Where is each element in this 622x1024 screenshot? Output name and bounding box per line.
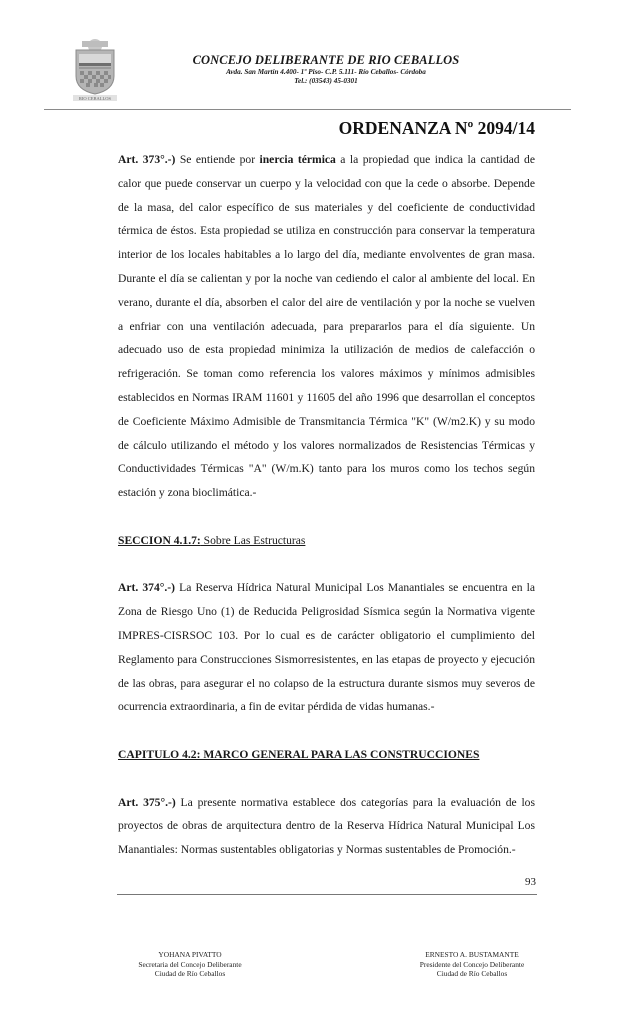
section-label: SECCION 4.1.7: (118, 533, 201, 547)
signatory-name: ERNESTO A. BUSTAMANTE (425, 950, 519, 959)
organization-address: Avda. San Martín 4.400- 1º Piso- C.P. 5.111- Río Ceballos- Córdoba (226, 68, 426, 76)
article-label: Art. 373°.-) (118, 153, 176, 166)
signature-block-president (372, 950, 572, 979)
page-number: 93 (525, 876, 536, 888)
chapter-heading-4-2 (118, 743, 535, 767)
signature-block-secretary (90, 950, 290, 979)
svg-text:RIO CEBALLOS: RIO CEBALLOS (78, 96, 112, 101)
article-374 (118, 576, 535, 719)
organization-phone: Tel.: (03543) 45-0301 (294, 77, 358, 85)
header-divider (44, 109, 571, 110)
signatory-place: Ciudad de Río Ceballos (154, 969, 226, 978)
signatory-name: YOHANA PIVATTO (158, 950, 222, 959)
municipal-coat-of-arms-icon (68, 38, 122, 102)
chapter-title: CAPITULO 4.2: MARCO GENERAL PARA LAS CONSTRUCCIONES (118, 747, 480, 761)
article-373 (118, 148, 535, 505)
signatory-role: Secretaria del Concejo Deliberante (138, 959, 242, 969)
article-text: La Reserva Hídrica Natural Municipal Los Manantiales se encuentra en la Zona de Riesgo Uno (1) de Reducida Peligrosidad Sísmica según la Normativa vigente IMPRES-CISRSOC 103. Por lo cual es de carácter obligatorio el cumplimiento del Reglamento para Construcciones Sismorresistentes, en las etapas de proyecto y ejecución de las obras, para asegurar el no colapso de la estructura durante sismos muy severos de ocurrencia extraordinaria, a fin de evitar pérdida de vidas humanas.- (118, 581, 535, 714)
article-text: La presente normativa establece dos categorías para la evaluación de los proyectos de obras de arquitectura dentro de la Reserva Hídrica Natural Municipal Los Manantiales: Normas sustentables obligatorias y Normas sustentables de Promoción.- (118, 795, 535, 857)
article-text: Se entiende por (175, 153, 260, 166)
footer-divider (117, 894, 537, 895)
article-label: Art. 374°.-) (118, 581, 176, 595)
organization-title: CONCEJO DELIBERANTE DE RIO CEBALLOS (192, 53, 460, 67)
signatory-place: Ciudad de Río Ceballos (436, 969, 508, 978)
document-title: ORDENANZA Nº 2094/14 (338, 118, 535, 138)
section-heading-4-1-7 (118, 529, 535, 553)
article-375 (118, 791, 535, 862)
article-text: a la propiedad que indica la cantidad de calor que puede conservar un cuerpo y la velocidad con que la cede o absorbe. Depende de la masa, del calor específico de sus materiales y del coeficiente de conductividad térmica de éstos. Esta propiedad se utiliza en construcción para conservar la temperatura interior de los locales habitables a lo largo del día, mediante envolventes de gran masa. Durante el día se calientan y por la noche van cediendo el calor al ambiente del local. En verano, durante el día, absorben el calor del aire de ventilación y por la noche se vuelven a enfriar con una ventilación adecuada, para prepararlos para el día siguiente. Un adecuado uso de esta propiedad minimiza la utilización de medios de calefacción o refrigeración. Se toman como referencia los valores máximos y mínimos admisibles establecidos en Normas IRAM 11601 y 11605 del año 1996 que desarrollan el conceptos de Coeficiente Máximo Admisible de Transmitancia Térmica "K" (W/m2.K) y su modo de cálculo utilizando el método y los valores normalizados de Resistencias Térmicas y Conductividades Térmicas "A" (W/m.K) tanto para los muros como los techos según estación y zona bioclimática.- (118, 153, 535, 500)
document-body (118, 148, 535, 862)
signatory-role: Presidente del Concejo Deliberante (419, 959, 525, 969)
defined-term: inercia térmica (259, 153, 336, 166)
section-title: Sobre Las Estructuras (200, 533, 306, 547)
article-label: Art. 375°.-) (118, 795, 176, 809)
